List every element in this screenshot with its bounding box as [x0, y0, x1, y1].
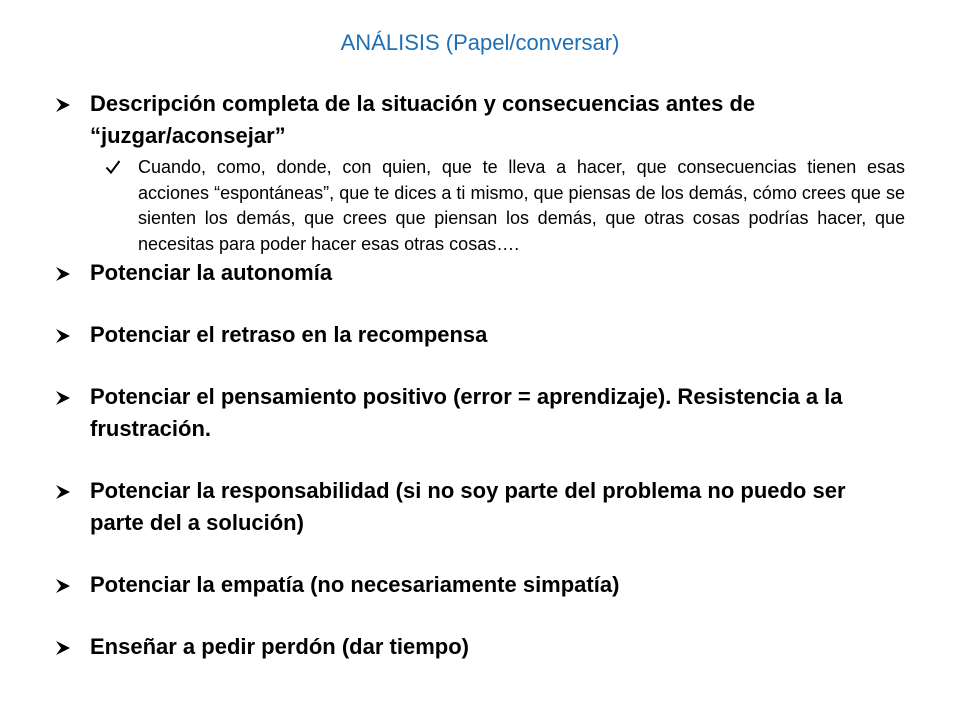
spacer — [55, 601, 905, 631]
spacer — [55, 289, 905, 319]
arrowhead-bullet-icon — [55, 484, 71, 500]
spacer — [55, 445, 905, 475]
bullet-item — [55, 319, 905, 351]
sub-bullet-item — [105, 155, 905, 257]
bullet-item — [55, 88, 905, 152]
arrowhead-bullet-icon — [55, 266, 71, 282]
bullet-text: Potenciar la responsabilidad (si no soy parte del problema no puedo ser parte del a solución) — [90, 478, 846, 535]
arrowhead-bullet-icon — [55, 640, 71, 656]
arrowhead-bullet-icon — [55, 390, 71, 406]
arrowhead-bullet-icon — [55, 328, 71, 344]
bullet-text: Descripción completa de la situación y consecuencias antes de “juzgar/aconsejar” — [90, 91, 756, 148]
bullet-text: Enseñar a pedir perdón (dar tiempo) — [90, 634, 469, 659]
arrowhead-bullet-icon — [55, 578, 71, 594]
spacer — [55, 539, 905, 569]
checkmark-icon — [105, 159, 121, 175]
slide-title: ANÁLISIS (Papel/conversar) — [340, 30, 620, 55]
bullet-text: Potenciar el retraso en la recompensa — [90, 322, 488, 347]
spacer — [55, 351, 905, 381]
bullet-item — [55, 475, 905, 539]
bullet-item — [55, 381, 905, 445]
bullet-item — [55, 631, 905, 663]
bullet-item — [55, 257, 905, 289]
bullet-text: Potenciar la empatía (no necesariamente simpatía) — [90, 572, 620, 597]
bullet-item — [55, 569, 905, 601]
sub-bullet-text: Cuando, como, donde, con quien, que te lleva a hacer, que consecuencias tienen esas acciones “espontáneas”, que te dices a ti mismo, que piensas de los demás, cómo crees que se sienten los demás, que crees que piensan los demás, que otras cosas podrías hacer, que necesitas para poder hacer esas otras cosas…. — [138, 157, 905, 254]
bullet-list — [55, 88, 905, 663]
bullet-text: Potenciar el pensamiento positivo (error = aprendizaje). Resistencia a la frustración. — [90, 384, 843, 441]
bullet-text: Potenciar la autonomía — [90, 260, 333, 285]
arrowhead-bullet-icon — [55, 97, 71, 113]
